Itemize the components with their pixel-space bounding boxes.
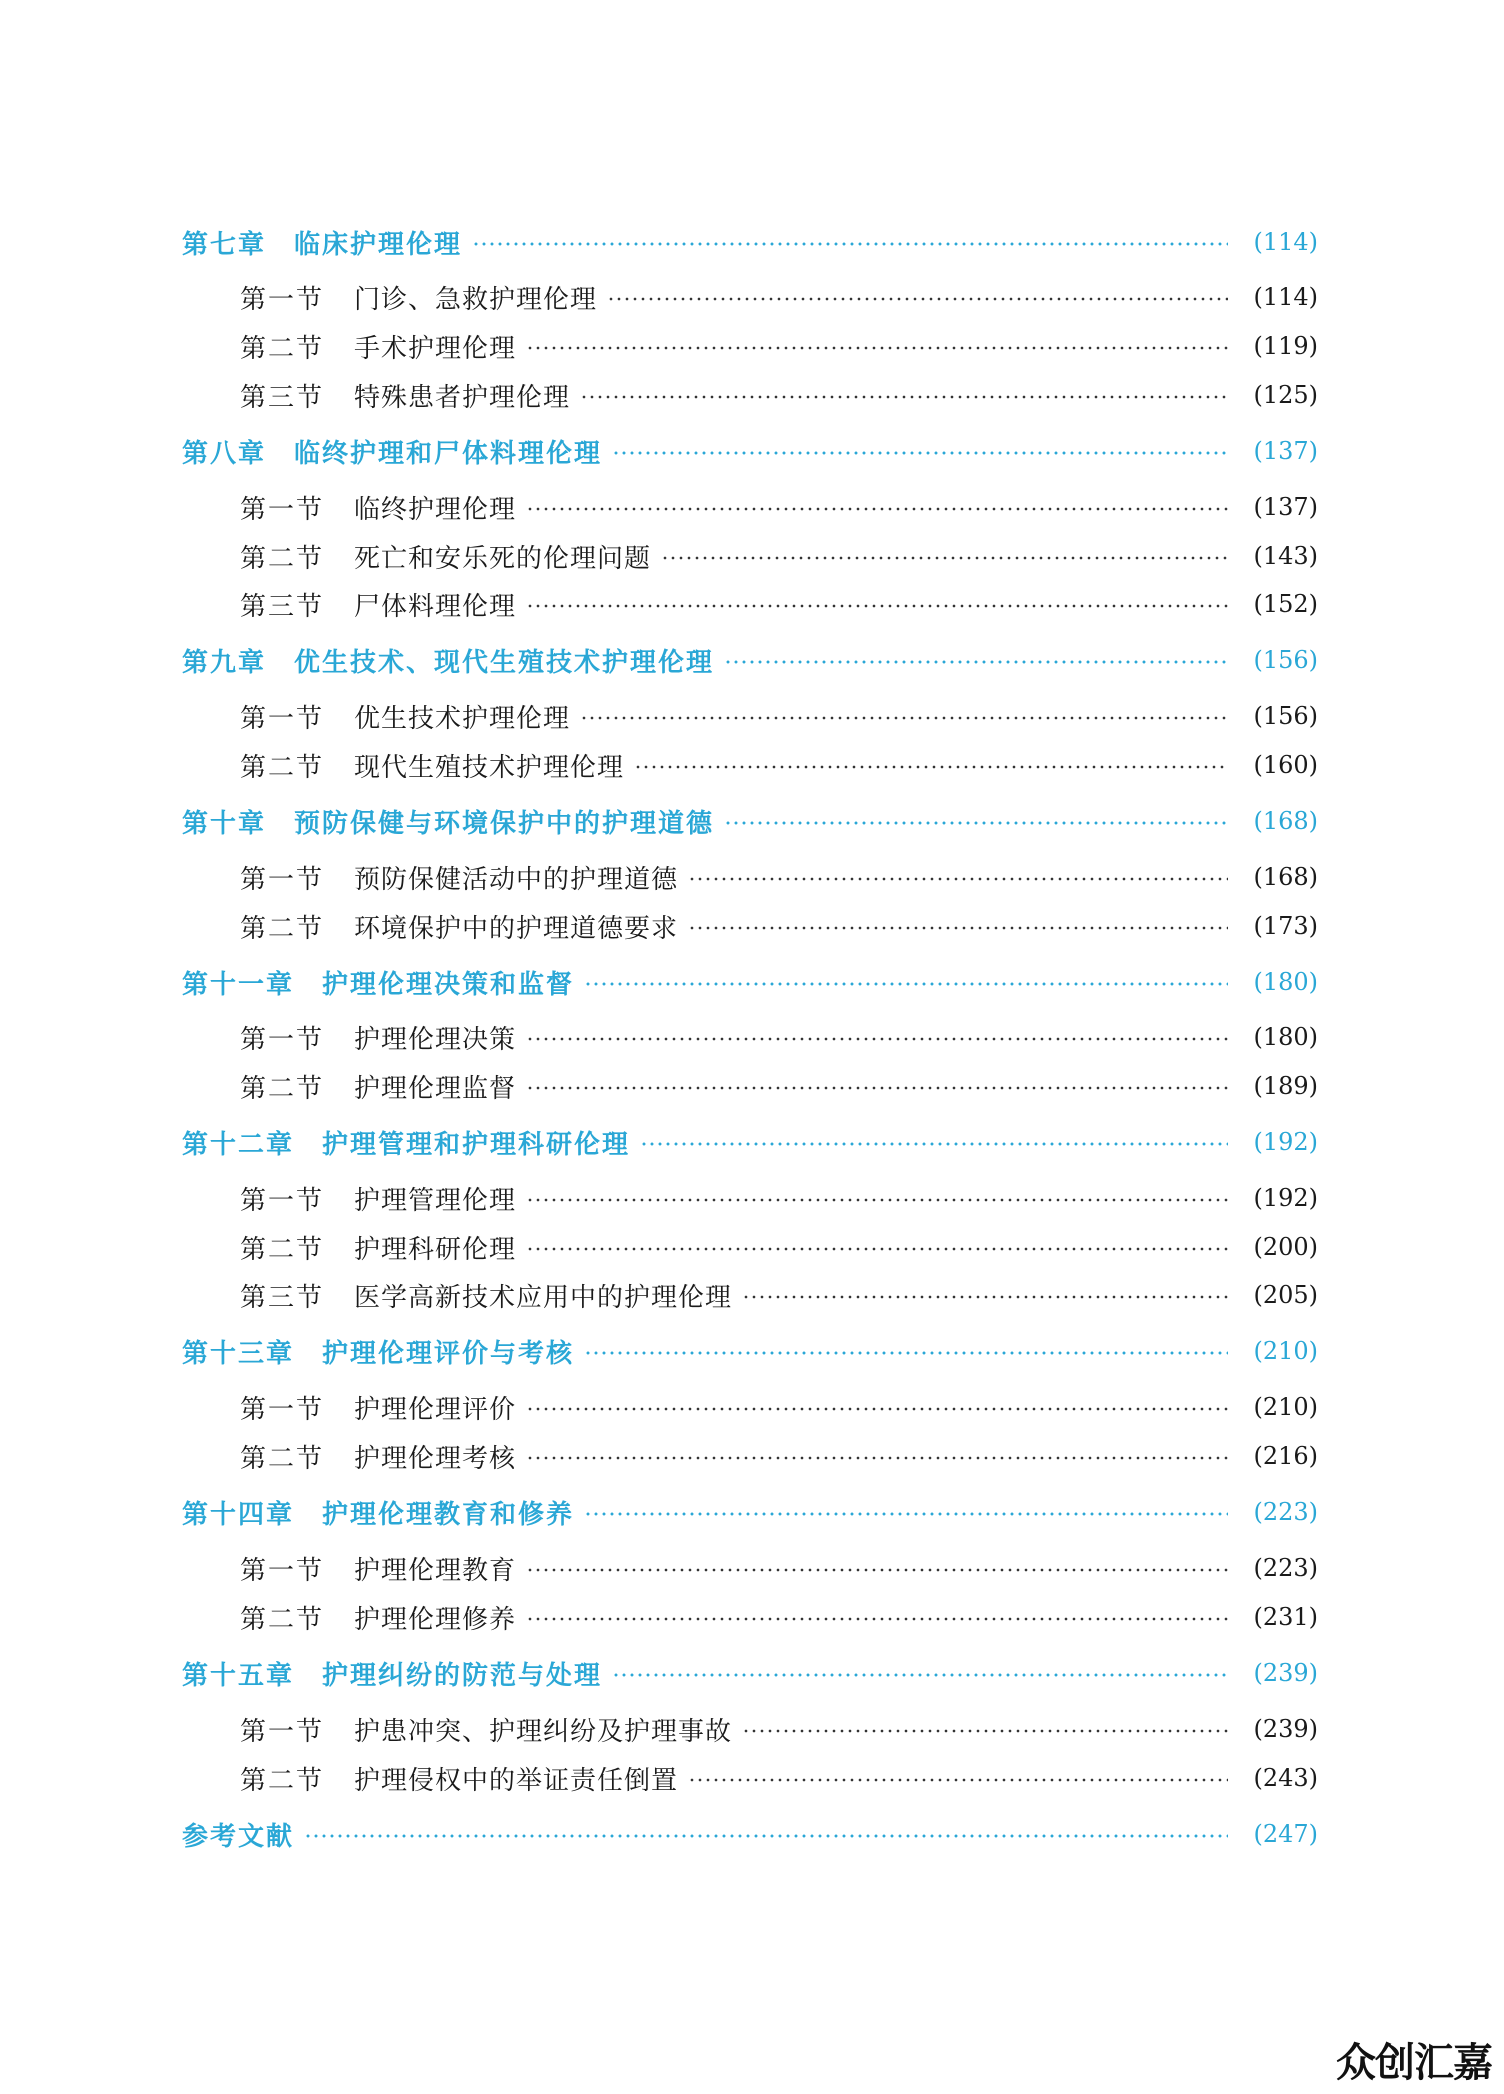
section-number: 第三节 [240,1282,325,1313]
page-number: (189) [1253,1072,1318,1100]
section-number: 第二节 [240,913,325,944]
dot-leader [472,242,1228,246]
dot-leader [526,507,1228,511]
page-number: (239) [1253,1659,1318,1687]
section-title: 尸体料理伦理 [354,591,517,622]
chapter-title: 护理伦理教育和修养 [322,1499,575,1530]
page-number: (180) [1253,968,1318,996]
chapter-number: 第十二章 [182,1129,295,1160]
dot-leader [580,716,1228,720]
toc-section-row[interactable] [0,1387,1504,1427]
section-number: 第一节 [240,1024,325,1055]
page-number: (223) [1253,1554,1318,1582]
section-title: 环境保护中的护理道德要求 [354,913,679,944]
section-title: 死亡和安乐死的伦理问题 [354,543,652,574]
page-number: (210) [1253,1393,1318,1421]
page-number: (137) [1253,493,1318,521]
dot-leader [526,1037,1228,1041]
section-number: 第一节 [240,1394,325,1425]
page-number: (168) [1253,863,1318,891]
toc-section-row[interactable] [0,857,1504,897]
toc-section-row[interactable] [0,375,1504,415]
dot-leader [584,1351,1228,1355]
dot-leader [584,982,1228,986]
page-number: (173) [1253,912,1318,940]
section-title: 现代生殖技术护理伦理 [354,752,625,783]
toc-chapter-row[interactable] [0,1653,1504,1693]
chapter-title: 参考文献 [182,1821,295,1852]
chapter-number: 第十四章 [182,1499,295,1530]
toc-section-row[interactable] [0,906,1504,946]
page-number: (239) [1253,1715,1318,1743]
section-number: 第一节 [240,1716,325,1747]
page-number: (247) [1253,1820,1318,1848]
chapter-title: 优生技术、现代生殖技术护理伦理 [294,647,715,678]
dot-leader [526,346,1228,350]
page-number: (137) [1253,437,1318,465]
toc-section-row[interactable] [0,1178,1504,1218]
toc-chapter-row[interactable] [0,1122,1504,1162]
chapter-title: 护理伦理决策和监督 [322,969,575,1000]
dot-leader [612,1673,1228,1677]
toc-section-row[interactable] [0,1758,1504,1798]
chapter-number: 第九章 [182,647,267,678]
section-number: 第二节 [240,1073,325,1104]
page-number: (152) [1253,590,1318,618]
dot-leader [526,1407,1228,1411]
dot-leader [724,821,1228,825]
dot-leader [580,395,1228,399]
toc-section-row[interactable] [0,1066,1504,1106]
toc-section-row[interactable] [0,277,1504,317]
section-number: 第一节 [240,864,325,895]
chapter-title: 护理伦理评价与考核 [322,1338,575,1369]
section-title: 护理管理伦理 [354,1185,517,1216]
page-number: (168) [1253,807,1318,835]
section-title: 预防保健活动中的护理道德 [354,864,679,895]
section-number: 第一节 [240,494,325,525]
page-number: (143) [1253,542,1318,570]
section-number: 第二节 [240,1234,325,1265]
page-number: (156) [1253,702,1318,730]
toc-section-row[interactable] [0,487,1504,527]
chapter-number: 第十一章 [182,969,295,1000]
dot-leader [607,297,1228,301]
dot-leader [688,877,1228,881]
section-title: 护理伦理监督 [354,1073,517,1104]
dot-leader [634,765,1228,769]
toc-section-row[interactable] [0,1017,1504,1057]
chapter-title: 护理纠纷的防范与处理 [322,1660,603,1691]
toc-section-row[interactable] [0,1548,1504,1588]
chapter-number: 第十章 [182,808,267,839]
section-number: 第一节 [240,284,325,315]
dot-leader [724,660,1228,664]
dot-leader [526,1086,1228,1090]
section-number: 第二节 [240,1604,325,1635]
toc-section-row[interactable] [0,584,1504,624]
toc-chapter-row[interactable] [0,801,1504,841]
section-title: 护理伦理评价 [354,1394,517,1425]
toc-section-row[interactable] [0,696,1504,736]
section-number: 第一节 [240,1555,325,1586]
chapter-number: 第十五章 [182,1660,295,1691]
toc-chapter-row[interactable] [0,1331,1504,1371]
page-number: (180) [1253,1023,1318,1051]
page-number: (192) [1253,1184,1318,1212]
section-title: 护患冲突、护理纠纷及护理事故 [354,1716,733,1747]
chapter-title: 临终护理和尸体料理伦理 [294,438,603,469]
dot-leader [584,1512,1228,1516]
dot-leader [688,1778,1228,1782]
page-number: (205) [1253,1281,1318,1309]
page-number: (223) [1253,1498,1318,1526]
section-number: 第一节 [240,1185,325,1216]
toc-section-row[interactable] [0,326,1504,366]
page-number: (156) [1253,646,1318,674]
toc-section-row[interactable] [0,1709,1504,1749]
page-number: (200) [1253,1233,1318,1261]
dot-leader [526,604,1228,608]
section-number: 第二节 [240,1443,325,1474]
section-number: 第一节 [240,703,325,734]
chapter-title: 预防保健与环境保护中的护理道德 [294,808,715,839]
toc-chapter-row[interactable] [0,1492,1504,1532]
dot-leader [526,1568,1228,1572]
toc-chapter-row[interactable] [0,222,1504,262]
toc-section-row[interactable] [0,1436,1504,1476]
section-number: 第二节 [240,333,325,364]
page-number: (125) [1253,381,1318,409]
chapter-title: 临床护理伦理 [294,229,463,260]
toc-section-row[interactable] [0,1227,1504,1267]
toc-section-row[interactable] [0,745,1504,785]
page-number: (114) [1253,283,1318,311]
toc-chapter-row[interactable] [0,640,1504,680]
section-title: 护理伦理教育 [354,1555,517,1586]
toc-section-row[interactable] [0,536,1504,576]
page-number: (114) [1253,228,1318,256]
section-title: 医学高新技术应用中的护理伦理 [354,1282,733,1313]
dot-leader [526,1247,1228,1251]
page-number: (210) [1253,1337,1318,1365]
section-title: 护理伦理修养 [354,1604,517,1635]
page-number: (119) [1253,332,1318,360]
dot-leader [688,926,1228,930]
dot-leader [640,1142,1228,1146]
chapter-title: 护理管理和护理科研伦理 [322,1129,631,1160]
section-number: 第三节 [240,382,325,413]
toc-references-row[interactable] [0,1814,1504,1854]
page-number: (160) [1253,751,1318,779]
section-title: 特殊患者护理伦理 [354,382,571,413]
section-title: 临终护理伦理 [354,494,517,525]
section-number: 第二节 [240,543,325,574]
page-number: (231) [1253,1603,1318,1631]
section-title: 门诊、急救护理伦理 [354,284,598,315]
dot-leader [526,1617,1228,1621]
section-title: 护理伦理考核 [354,1443,517,1474]
section-number: 第二节 [240,752,325,783]
page-number: (216) [1253,1442,1318,1470]
brand-watermark: 众创汇嘉 [1336,2040,1492,2086]
chapter-number: 第七章 [182,229,267,260]
toc-chapter-row[interactable] [0,431,1504,471]
toc-section-row[interactable] [0,1275,1504,1315]
dot-leader [742,1295,1228,1299]
dot-leader [661,556,1228,560]
page-number: (243) [1253,1764,1318,1792]
dot-leader [612,451,1228,455]
section-title: 护理科研伦理 [354,1234,517,1265]
page-number: (192) [1253,1128,1318,1156]
dot-leader [526,1198,1228,1202]
section-number: 第三节 [240,591,325,622]
section-title: 手术护理伦理 [354,333,517,364]
section-title: 护理侵权中的举证责任倒置 [354,1765,679,1796]
section-title: 优生技术护理伦理 [354,703,571,734]
dot-leader [304,1834,1228,1838]
toc-chapter-row[interactable] [0,962,1504,1002]
chapter-number: 第十三章 [182,1338,295,1369]
chapter-number: 第八章 [182,438,267,469]
section-title: 护理伦理决策 [354,1024,517,1055]
toc-section-row[interactable] [0,1597,1504,1637]
section-number: 第二节 [240,1765,325,1796]
dot-leader [526,1456,1228,1460]
dot-leader [742,1729,1228,1733]
